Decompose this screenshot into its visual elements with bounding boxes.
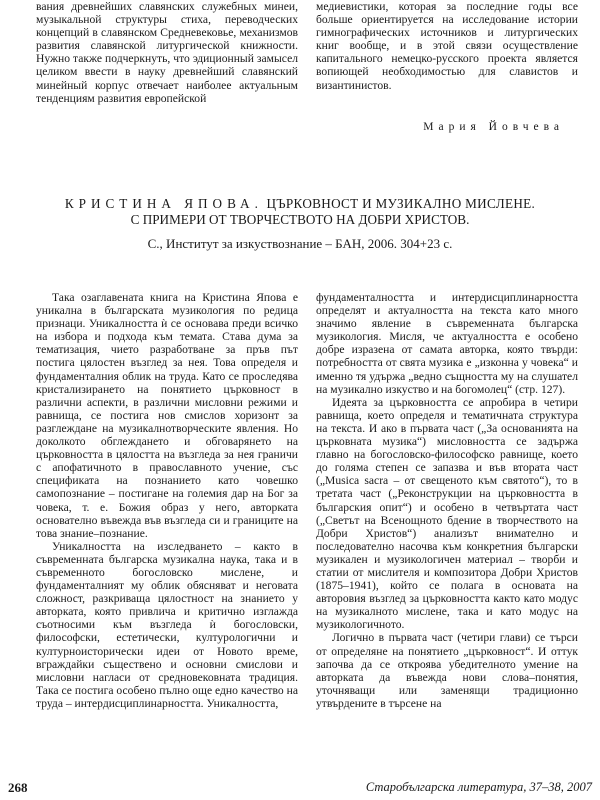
paragraph: Така озаглавената книга на Кристина Япова е уникална в българската музикология по редица признаци. Уникалността ѝ се основава преди всичко на избора и подхода към темата. Става дума за тематизация, чието разработване за пръв път постига цялостен възглед за нея. Това определя и фундаменталния облик на труда. Като се проследява кристализирането на понятието църковност в различни аспекти, в различни мисловни режими и равнища, се постига нов смислов хоризонт за разглеждане на музикалнотворческите явления. Но доколкото обглеждането и обговарянето на църковността в цялостта на възгледа за нея граничи с апофатичното в православното учение, със спецификата на познанието като човешко самопознание – постигане на големия дар на Бог за човека, т. е. Божия образ у него, авторката основателно въвежда във възгледа си и границите на това знание–познание. bbox=[36, 291, 298, 540]
paragraph: Идеята за църковността се апробира в четири равнища, което определя и тематичната структура на текста. И ако в първата част („За основанията на църковната музика“) мисловността се задържа главно на богословско-философско равнище, което до голяма степен се запазва и във втората част („Musica sacra – от свещеното към святото“), то в третата част („Реконструкции на църковността в българския опит“) и особено в четвъртата част („Светът на Всенощното бдение в творчеството на Добри Христов“) анализът внимателно и последователно насочва към конкретния български музикален и музикологичен материал – творби и статии от мислителя и композитора Добри Христов (1875–1941), който се полага в основата на авторовия възглед за църковността както като модус на музикалното мислене, така и като модус на музикологичното. bbox=[316, 395, 578, 632]
top-right-column bbox=[316, 0, 578, 92]
bottom-left-column bbox=[36, 291, 298, 710]
review-author: КРИСТИНА ЯПОВА. bbox=[64, 196, 263, 211]
top-left-column bbox=[36, 0, 298, 105]
review-signature: Мария Йовчева bbox=[423, 121, 564, 133]
journal-footer: Старобългарска литература, 37–38, 2007 bbox=[365, 780, 592, 794]
paragraph: Логично в първата част (четири глави) се търси от определяне на понятието „църковност“. И оттук започва да се откроява убедителното умение на авторката да въвежда нови слова–понятия, уточняващи или заменящи традиционно утвърдените в търсене на bbox=[316, 631, 578, 710]
paragraph: вания древнейших славянских служебных минеи, музыкальной структуры стиха, переводческих концепций в славянском Средневековье, механизмов развития славянской литургической книжности. Нужно также подчеркнуть, что эдиционный замысел целиком ввести в науку древнейший славянский минейный корпус отвечает наиболее актуальным тенденциям развития европейской bbox=[36, 0, 298, 105]
paragraph: Уникалността на изследването – както в съвременната българска музикална наука, така и в съвременното богословско мислене, и фундаменталният му облик обясняват и неговата сложност, разкриваща цялостност на знанието у авторката, която привлича и критично изглажда съотносими към възгледа ѝ богословски, философски, естетически, културологични и културноисторически идеи от Новото време, вграждайки съществено и основни смислови и мисловни нагласи от средновековната традиция. Така се постига особено пълно още едно качество на труда – интердисциплинарността. Уникалността, bbox=[36, 539, 298, 710]
paragraph: фундаменталността и интердисциплинарността определят и актуалността на текста като много значимо явление в съвременната българска музикология. Мисля, че актуалността е особено добре изразена от самата авторка, която твърди: потребността от свята музика е „изконна у човека“ и именно тя удържа „ведно същността му на слушател на музикално изкуство и на богомолец“ (стр. 127). bbox=[316, 291, 578, 396]
review-title bbox=[20, 196, 580, 228]
review-title-line-2: С ПРИМЕРИ ОТ ТВОРЧЕСТВОТО НА ДОБРИ ХРИСТОВ. bbox=[130, 212, 470, 227]
review-title-line-1: ЦЪРКОВНОСТ И МУЗИКАЛНО МИСЛЕНЕ. bbox=[266, 196, 536, 211]
publication-info: С., Институт за изкуствознание – БАН, 2006. 304+23 с. bbox=[147, 236, 453, 251]
page-number: 268 bbox=[8, 780, 28, 795]
paragraph: медиевистики, которая за последние годы все больше ориентируется на исследование истории гимнографических источников и литургических книг вообще, и в этой связи осуществление капитального немецко-русского проекта является вопиющей необходимостью для славистов и византинистов. bbox=[316, 0, 578, 92]
bottom-right-column bbox=[316, 291, 578, 710]
